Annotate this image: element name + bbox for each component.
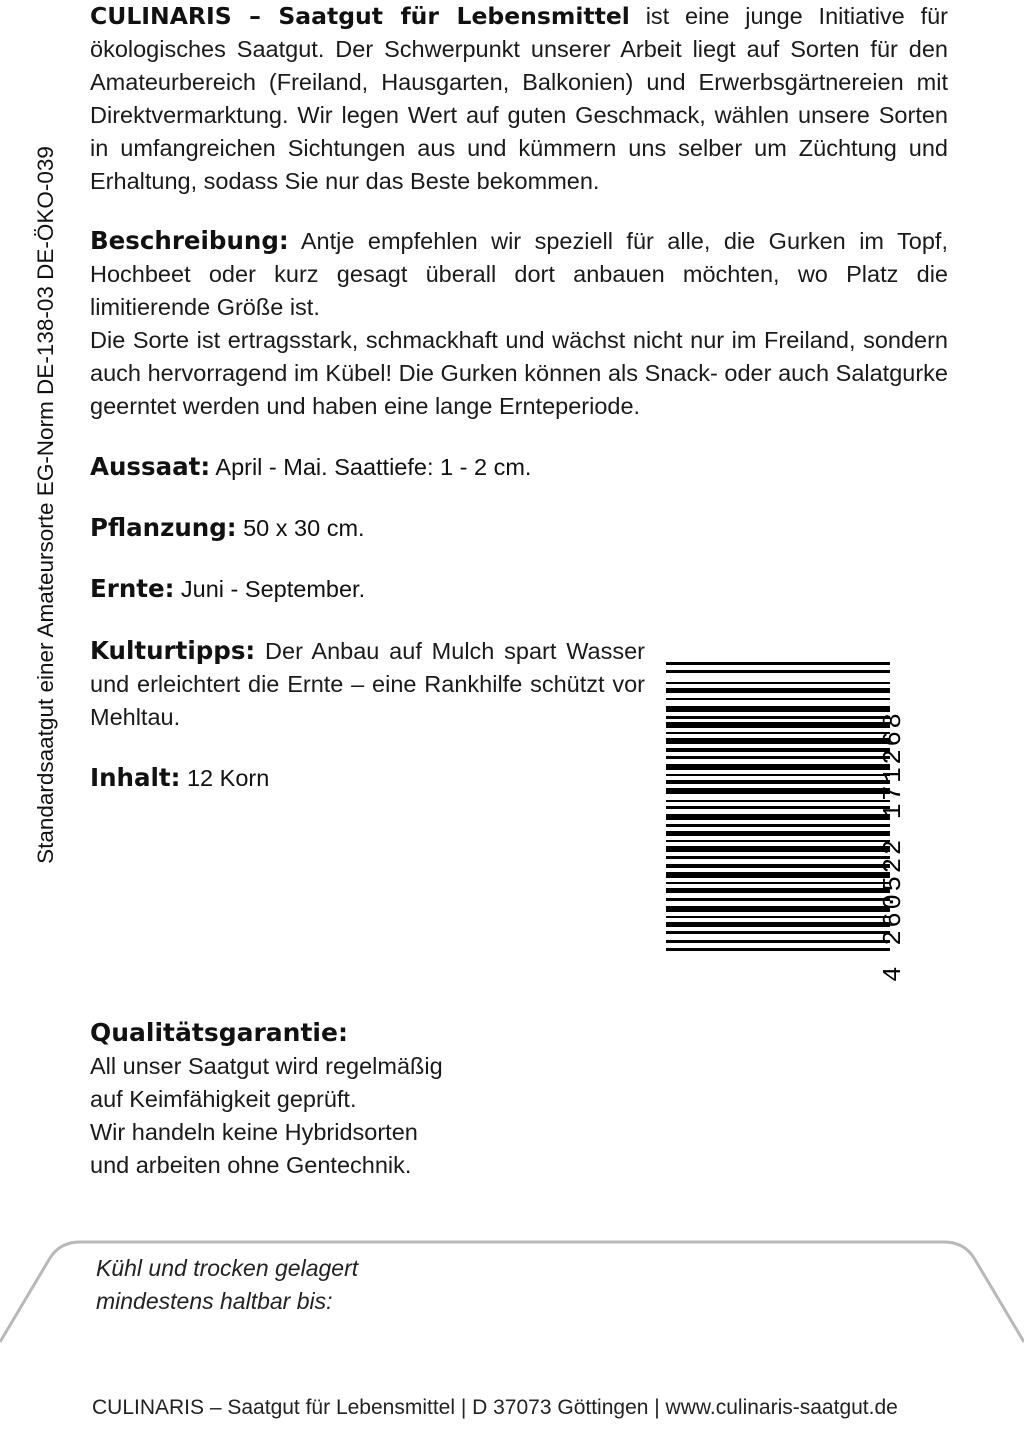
sowing-line <box>90 450 531 484</box>
contents-text: 12 Korn <box>186 765 270 791</box>
culture-tips-text: Der Anbau auf Mulch spart Wasser und erleichtert die Ernte – eine Rankhilfe schützt vor Mehltau. <box>90 638 646 730</box>
description-text-2: Die Sorte ist ertragsstark, schmackhaft und wächst nicht nur im Freiland, sondern auch hervorragend im Kübel! Die Gurken können als Snack- oder auch Salatgurke geerntet werden und haben eine lange Ernteperiode. <box>90 327 948 419</box>
quality-line: auf Keimfähigkeit geprüft. <box>90 1086 357 1112</box>
planting-label: Pflanzung: <box>90 513 237 542</box>
barcode <box>664 660 908 990</box>
quality-label: Qualitätsgarantie: <box>90 1018 348 1047</box>
harvest-label: Ernte: <box>90 574 175 603</box>
sowing-text: April - Mai. Saattiefe: 1 - 2 cm. <box>215 454 532 480</box>
description-paragraph <box>90 224 948 423</box>
culture-tips-label: Kulturtipps: <box>90 636 256 665</box>
description-label: Beschreibung: <box>90 226 289 255</box>
culture-tips-paragraph <box>90 634 645 734</box>
certification-sidebar <box>22 100 70 910</box>
barcode-number: 4 260522 171268 <box>878 710 908 982</box>
storage-line-2: mindestens haltbar bis: <box>96 1288 333 1314</box>
quality-line: All unser Saatgut wird regelmäßig <box>90 1053 443 1079</box>
storage-line-1: Kühl und trocken gelagert <box>96 1255 359 1281</box>
quality-line: und arbeiten ohne Gentechnik. <box>90 1152 412 1178</box>
intro-text: ist eine junge Initiative für ökologisches Saatgut. Der Schwerpunkt unserer Arbeit liegt auf Sorten für den Amateurbereich (Freiland, Hausgarten, Balkonien) und Erwerbsgärtnereien mit Direktvermarktung. Wir legen Wert auf guten Geschmack, wählen unsere Sorten in umfangreichen Sichtungen aus und kümmern uns selber um Züchtung und Erhaltung, sodass Sie nur das Beste bekommen. <box>90 3 948 194</box>
quality-line: Wir handeln keine Hybridsorten <box>90 1119 418 1145</box>
planting-text: 50 x 30 cm. <box>243 515 365 541</box>
footer-address: CULINARIS – Saatgut für Lebensmittel | D 37073 Göttingen | www.culinaris-saatgut.de <box>92 1396 898 1419</box>
quality-guarantee <box>90 1016 443 1182</box>
storage-note <box>96 1252 358 1318</box>
description-text-1: Antje empfehlen wir speziell für alle, die Gurken im Topf, Hochbeet oder kurz gesagt überall dort anbauen möchten, wo Platz die limitierende Größe ist. <box>90 228 948 320</box>
certification-text: Standardsaatgut einer Amateursorte EG-Norm DE-138-03 DE-ÖKO-039 <box>33 146 58 864</box>
contents-label: Inhalt: <box>90 763 181 792</box>
planting-line <box>90 511 365 545</box>
harvest-line <box>90 572 365 606</box>
contents-line <box>90 761 269 795</box>
barcode-bars <box>666 662 890 951</box>
brand-name: CULINARIS – Saatgut für Lebensmittel <box>90 2 630 30</box>
harvest-text: Juni - September. <box>180 576 366 602</box>
intro-paragraph <box>90 0 948 198</box>
sowing-label: Aussaat: <box>90 452 211 481</box>
